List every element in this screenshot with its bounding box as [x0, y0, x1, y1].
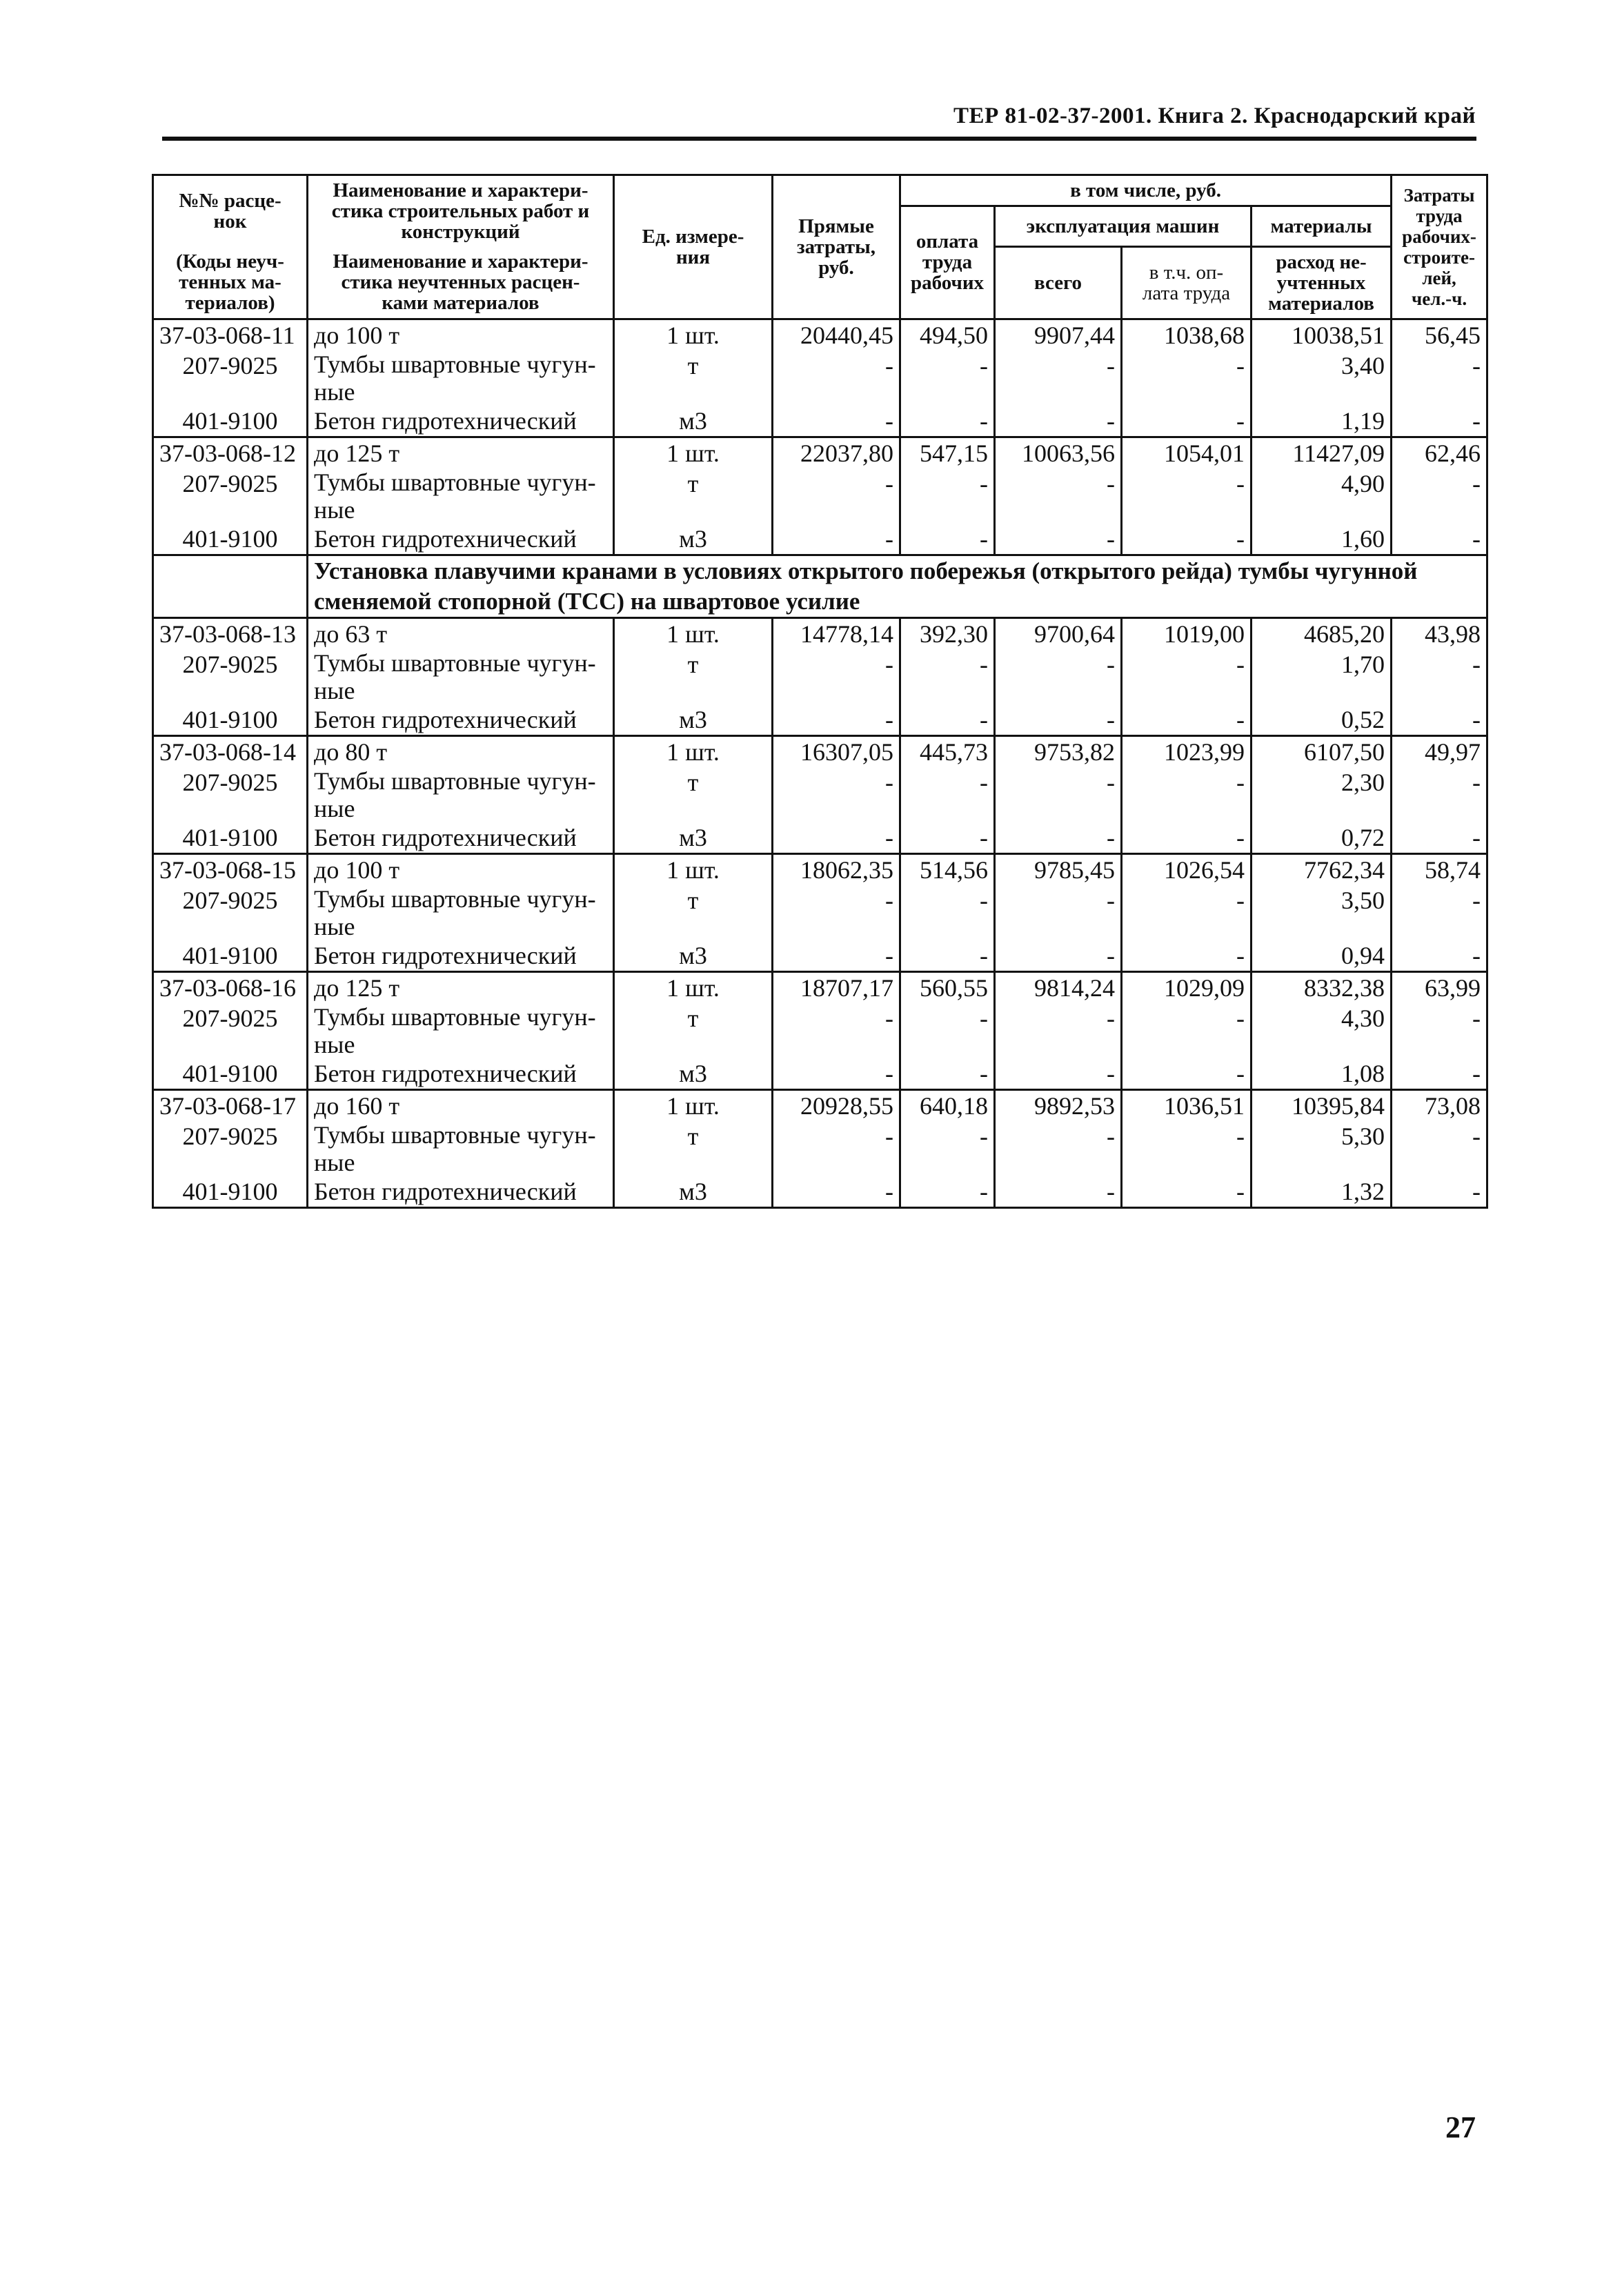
material-row: [153, 524, 1487, 555]
name-cell: до 125 т: [308, 437, 614, 468]
machines-cell: -: [995, 822, 1122, 854]
labor-hours-cell: -: [1392, 767, 1487, 822]
machines-labor-cell: -: [1122, 1003, 1252, 1058]
name-cell: Бетон гидротехнический: [308, 704, 614, 736]
page-number: 27: [1445, 2110, 1476, 2144]
direct-cell: 18707,17: [773, 971, 900, 1003]
materials-cell: 1,70: [1252, 649, 1392, 704]
direct-cell: -: [773, 350, 900, 406]
materials-cell: 10395,84: [1252, 1089, 1392, 1121]
machines-labor-cell: 1054,01: [1122, 437, 1252, 468]
name-cell: Бетон гидротехнический: [308, 940, 614, 972]
header-name: Наименование и характери- стика строительных работ и конструкций: [308, 175, 614, 247]
labor-hours-cell: 56,45: [1392, 319, 1487, 350]
direct-cell: -: [773, 1121, 900, 1176]
machines-cell: -: [995, 1058, 1122, 1090]
unit-cell: т: [614, 649, 773, 704]
name-cell: Тумбы швартовные чугун- ные: [308, 767, 614, 822]
direct-cell: -: [773, 704, 900, 736]
material-row: [153, 649, 1487, 704]
header-direct: Прямые затраты, руб.: [773, 175, 900, 319]
machines-labor-cell: -: [1122, 767, 1252, 822]
labor-hours-cell: -: [1392, 940, 1487, 972]
code-cell: 401-9100: [153, 940, 308, 972]
labor-hours-cell: -: [1392, 649, 1487, 704]
code-cell: 37-03-068-17: [153, 1089, 308, 1121]
direct-cell: 20928,55: [773, 1089, 900, 1121]
machines-cell: -: [995, 767, 1122, 822]
table-body-b: [153, 617, 1487, 1207]
machines-cell: -: [995, 1176, 1122, 1208]
labor-hours-cell: -: [1392, 822, 1487, 854]
materials-cell: 0,72: [1252, 822, 1392, 854]
unit-cell: 1 шт.: [614, 319, 773, 350]
header-machines-labor: в т.ч. оп- лата труда: [1122, 246, 1252, 319]
materials-cell: 8332,38: [1252, 971, 1392, 1003]
labor-cell: 640,18: [900, 1089, 995, 1121]
unit-cell: 1 шт.: [614, 1089, 773, 1121]
machines-labor-cell: -: [1122, 468, 1252, 524]
name-cell: Тумбы швартовные чугун- ные: [308, 350, 614, 406]
name-cell: Тумбы швартовные чугун- ные: [308, 1121, 614, 1176]
unit-cell: м3: [614, 1176, 773, 1208]
labor-cell: -: [900, 1176, 995, 1208]
running-head: ТЕР 81-02-37-2001. Книга 2. Краснодарский край: [953, 103, 1476, 128]
labor-hours-cell: 63,99: [1392, 971, 1487, 1003]
materials-cell: 11427,09: [1252, 437, 1392, 468]
labor-cell: -: [900, 1003, 995, 1058]
header-rule: [162, 137, 1476, 141]
machines-cell: 9892,53: [995, 1089, 1122, 1121]
materials-cell: 3,40: [1252, 350, 1392, 406]
machines-cell: -: [995, 704, 1122, 736]
material-row: [153, 1003, 1487, 1058]
materials-cell: 6107,50: [1252, 735, 1392, 767]
machines-labor-cell: -: [1122, 822, 1252, 854]
header-code: №№ расце- нок: [153, 175, 308, 247]
machines-cell: 9907,44: [995, 319, 1122, 350]
unit-cell: 1 шт.: [614, 437, 773, 468]
name-cell: до 100 т: [308, 853, 614, 885]
name-cell: Бетон гидротехнический: [308, 524, 614, 555]
materials-cell: 5,30: [1252, 1121, 1392, 1176]
rate-row: [153, 735, 1487, 767]
unit-cell: т: [614, 1121, 773, 1176]
header-code-sub: (Коды неуч- тенных ма- териалов): [153, 246, 308, 319]
section-empty-cell: [153, 555, 308, 617]
materials-cell: 7762,34: [1252, 853, 1392, 885]
labor-cell: 392,30: [900, 617, 995, 649]
machines-labor-cell: -: [1122, 1121, 1252, 1176]
direct-cell: -: [773, 649, 900, 704]
materials-cell: 1,19: [1252, 406, 1392, 437]
code-cell: 207-9025: [153, 885, 308, 940]
unit-cell: 1 шт.: [614, 853, 773, 885]
unit-cell: т: [614, 1003, 773, 1058]
direct-cell: -: [773, 1003, 900, 1058]
material-row: [153, 350, 1487, 406]
unit-cell: 1 шт.: [614, 735, 773, 767]
code-cell: 207-9025: [153, 1121, 308, 1176]
labor-hours-cell: 43,98: [1392, 617, 1487, 649]
code-cell: 401-9100: [153, 1176, 308, 1208]
materials-cell: 1,32: [1252, 1176, 1392, 1208]
unit-cell: м3: [614, 940, 773, 972]
unit-cell: м3: [614, 406, 773, 437]
labor-cell: -: [900, 767, 995, 822]
rate-row: [153, 971, 1487, 1003]
materials-cell: 10038,51: [1252, 319, 1392, 350]
direct-cell: 14778,14: [773, 617, 900, 649]
labor-cell: -: [900, 649, 995, 704]
materials-cell: 4685,20: [1252, 617, 1392, 649]
material-row: [153, 767, 1487, 822]
labor-hours-cell: -: [1392, 350, 1487, 406]
code-cell: 207-9025: [153, 767, 308, 822]
machines-labor-cell: 1023,99: [1122, 735, 1252, 767]
name-cell: до 63 т: [308, 617, 614, 649]
material-row: [153, 704, 1487, 736]
machines-labor-cell: -: [1122, 524, 1252, 555]
code-cell: 401-9100: [153, 1058, 308, 1090]
code-cell: 207-9025: [153, 649, 308, 704]
name-cell: Тумбы швартовные чугун- ные: [308, 885, 614, 940]
materials-cell: 4,90: [1252, 468, 1392, 524]
code-cell: 37-03-068-14: [153, 735, 308, 767]
material-row: [153, 822, 1487, 854]
name-cell: Тумбы швартовные чугун- ные: [308, 649, 614, 704]
material-row: [153, 406, 1487, 437]
machines-cell: 9753,82: [995, 735, 1122, 767]
machines-labor-cell: -: [1122, 350, 1252, 406]
direct-cell: -: [773, 822, 900, 854]
name-cell: Тумбы швартовные чугун- ные: [308, 1003, 614, 1058]
material-row: [153, 940, 1487, 972]
machines-labor-cell: -: [1122, 406, 1252, 437]
code-cell: 37-03-068-13: [153, 617, 308, 649]
labor-cell: 514,56: [900, 853, 995, 885]
machines-cell: -: [995, 350, 1122, 406]
direct-cell: 20440,45: [773, 319, 900, 350]
labor-hours-cell: -: [1392, 885, 1487, 940]
materials-cell: 1,60: [1252, 524, 1392, 555]
code-cell: 37-03-068-15: [153, 853, 308, 885]
machines-cell: 9700,64: [995, 617, 1122, 649]
labor-cell: -: [900, 822, 995, 854]
machines-labor-cell: 1036,51: [1122, 1089, 1252, 1121]
labor-cell: -: [900, 1058, 995, 1090]
table-body-a: [153, 319, 1487, 555]
header-machines: эксплуатация машин: [995, 206, 1252, 247]
code-cell: 401-9100: [153, 406, 308, 437]
header-labor-cost: Затраты труда рабочих- строите- лей, чел.-ч.: [1392, 175, 1487, 319]
machines-labor-cell: -: [1122, 1176, 1252, 1208]
direct-cell: -: [773, 1176, 900, 1208]
machines-cell: -: [995, 885, 1122, 940]
name-cell: до 125 т: [308, 971, 614, 1003]
direct-cell: -: [773, 468, 900, 524]
machines-cell: -: [995, 940, 1122, 972]
machines-labor-cell: -: [1122, 885, 1252, 940]
name-cell: Тумбы швартовные чугун- ные: [308, 468, 614, 524]
rate-row: [153, 319, 1487, 350]
name-cell: Бетон гидротехнический: [308, 822, 614, 854]
unit-cell: м3: [614, 704, 773, 736]
name-cell: Бетон гидротехнический: [308, 1058, 614, 1090]
machines-labor-cell: 1026,54: [1122, 853, 1252, 885]
materials-cell: 2,30: [1252, 767, 1392, 822]
unit-cell: т: [614, 350, 773, 406]
machines-labor-cell: 1019,00: [1122, 617, 1252, 649]
machines-cell: -: [995, 649, 1122, 704]
machines-cell: -: [995, 406, 1122, 437]
machines-labor-cell: -: [1122, 1058, 1252, 1090]
materials-cell: 3,50: [1252, 885, 1392, 940]
machines-labor-cell: -: [1122, 704, 1252, 736]
labor-cell: -: [900, 885, 995, 940]
code-cell: 207-9025: [153, 350, 308, 406]
labor-cell: 494,50: [900, 319, 995, 350]
name-cell: до 160 т: [308, 1089, 614, 1121]
unit-cell: т: [614, 468, 773, 524]
labor-cell: -: [900, 940, 995, 972]
unit-cell: 1 шт.: [614, 617, 773, 649]
material-row: [153, 468, 1487, 524]
material-row: [153, 1121, 1487, 1176]
labor-cell: 445,73: [900, 735, 995, 767]
table-header: [153, 175, 1487, 319]
labor-cell: -: [900, 468, 995, 524]
labor-hours-cell: -: [1392, 1003, 1487, 1058]
unit-cell: м3: [614, 822, 773, 854]
material-row: [153, 1176, 1487, 1208]
code-cell: 401-9100: [153, 822, 308, 854]
machines-cell: -: [995, 468, 1122, 524]
unit-cell: м3: [614, 524, 773, 555]
direct-cell: 22037,80: [773, 437, 900, 468]
labor-hours-cell: -: [1392, 468, 1487, 524]
header-row: [153, 175, 1487, 206]
labor-cell: 547,15: [900, 437, 995, 468]
machines-labor-cell: -: [1122, 649, 1252, 704]
rate-row: [153, 1089, 1487, 1121]
unit-cell: т: [614, 767, 773, 822]
section-block: [153, 555, 1487, 617]
direct-cell: -: [773, 885, 900, 940]
rate-row: [153, 853, 1487, 885]
material-row: [153, 1058, 1487, 1090]
direct-cell: 16307,05: [773, 735, 900, 767]
machines-cell: 9785,45: [995, 853, 1122, 885]
labor-hours-cell: -: [1392, 704, 1487, 736]
direct-cell: -: [773, 406, 900, 437]
header-incl: в том числе, руб.: [900, 175, 1392, 206]
section-title: Установка плавучими кранами в условиях открытого побережья (открытого рейда) тумбы чугунной сменяемой стопорной (ТСС) на швартовое усилие: [308, 555, 1487, 617]
code-cell: 401-9100: [153, 524, 308, 555]
code-cell: 37-03-068-12: [153, 437, 308, 468]
labor-cell: -: [900, 1121, 995, 1176]
unit-cell: м3: [614, 1058, 773, 1090]
labor-hours-cell: -: [1392, 1058, 1487, 1090]
machines-labor-cell: -: [1122, 940, 1252, 972]
material-row: [153, 885, 1487, 940]
rates-table: [152, 174, 1488, 1209]
code-cell: 207-9025: [153, 1003, 308, 1058]
materials-cell: 0,94: [1252, 940, 1392, 972]
header-name-sub: Наименование и характери- стика неучтенных расцен- ками материалов: [308, 246, 614, 319]
direct-cell: 18062,35: [773, 853, 900, 885]
labor-hours-cell: -: [1392, 1176, 1487, 1208]
rate-row: [153, 437, 1487, 468]
labor-hours-cell: -: [1392, 524, 1487, 555]
labor-hours-cell: 62,46: [1392, 437, 1487, 468]
name-cell: Бетон гидротехнический: [308, 406, 614, 437]
header-unit: Ед. измере- ния: [614, 175, 773, 319]
labor-cell: -: [900, 524, 995, 555]
rate-row: [153, 617, 1487, 649]
machines-cell: 9814,24: [995, 971, 1122, 1003]
labor-hours-cell: 73,08: [1392, 1089, 1487, 1121]
code-cell: 207-9025: [153, 468, 308, 524]
unit-cell: 1 шт.: [614, 971, 773, 1003]
labor-cell: -: [900, 406, 995, 437]
header-materials-sub: расход не- учтенных материалов: [1252, 246, 1392, 319]
header-labor-pay: оплата труда рабочих: [900, 206, 995, 319]
direct-cell: -: [773, 767, 900, 822]
name-cell: Бетон гидротехнический: [308, 1176, 614, 1208]
direct-cell: -: [773, 524, 900, 555]
machines-cell: -: [995, 524, 1122, 555]
header-materials: материалы: [1252, 206, 1392, 247]
materials-cell: 1,08: [1252, 1058, 1392, 1090]
materials-cell: 0,52: [1252, 704, 1392, 736]
labor-hours-cell: -: [1392, 1121, 1487, 1176]
name-cell: до 80 т: [308, 735, 614, 767]
header-machines-total: всего: [995, 246, 1122, 319]
machines-cell: -: [995, 1121, 1122, 1176]
labor-hours-cell: 49,97: [1392, 735, 1487, 767]
labor-hours-cell: 58,74: [1392, 853, 1487, 885]
section-row: [153, 555, 1487, 617]
direct-cell: -: [773, 1058, 900, 1090]
materials-cell: 4,30: [1252, 1003, 1392, 1058]
code-cell: 37-03-068-11: [153, 319, 308, 350]
code-cell: 37-03-068-16: [153, 971, 308, 1003]
labor-hours-cell: -: [1392, 406, 1487, 437]
labor-cell: 560,55: [900, 971, 995, 1003]
labor-cell: -: [900, 350, 995, 406]
code-cell: 401-9100: [153, 704, 308, 736]
machines-labor-cell: 1029,09: [1122, 971, 1252, 1003]
name-cell: до 100 т: [308, 319, 614, 350]
machines-cell: 10063,56: [995, 437, 1122, 468]
direct-cell: -: [773, 940, 900, 972]
labor-cell: -: [900, 704, 995, 736]
machines-cell: -: [995, 1003, 1122, 1058]
machines-labor-cell: 1038,68: [1122, 319, 1252, 350]
unit-cell: т: [614, 885, 773, 940]
